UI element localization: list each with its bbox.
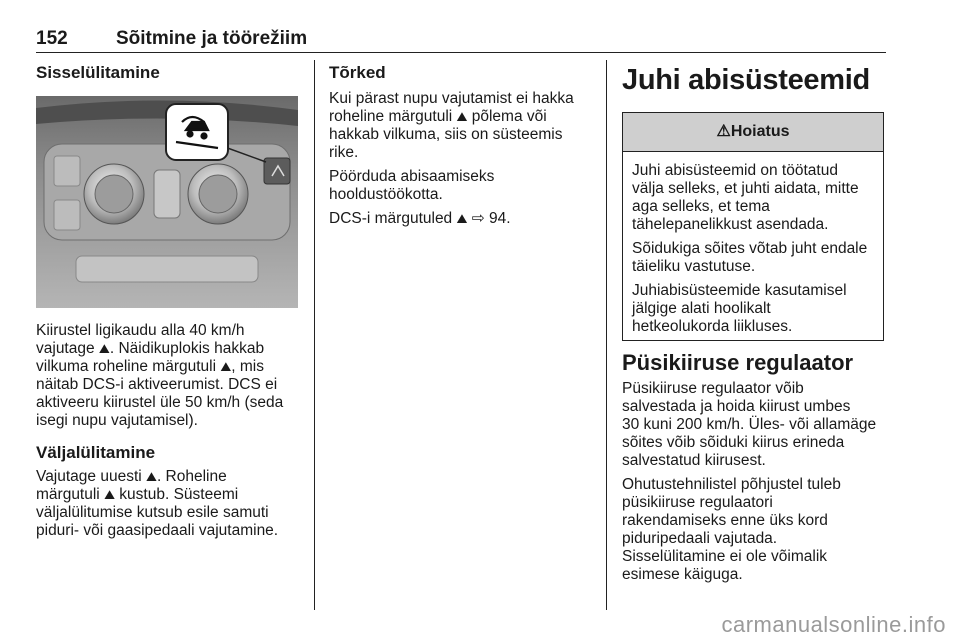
page-header [36,28,307,50]
section-title-driver-assistance: Juhi abisüsteemid [622,64,870,96]
reference-arrow-icon[interactable]: ⇨ [471,210,485,227]
left-column [36,64,306,90]
page-number: 152 [36,28,68,49]
header-rule [36,52,886,53]
section-heading-deactivation: Väljalülitamine [36,443,156,462]
section-heading-activation: Sisselülitamine [36,63,160,82]
cruise-paragraph-2: Ohutustehnilistel põhjustel tuleb püsikiiruse regulaatori rakendamiseks enne üks kord piduripedaali vajutada. Sisselülitamine ei ole võimalik esimese käiguga. [622,476,841,583]
warning-header [623,113,883,152]
page-reference-link[interactable]: 94. [484,210,511,227]
chapter-title: Sõitmine ja töörežiim [116,28,308,49]
descent-control-icon: ⛰ [104,487,115,502]
descent-control-icon: ⛰ [146,469,157,484]
watermark: carmanualsonline.info [721,612,946,637]
subsection-title-cruise-control: Püsikiiruse regulaator [622,350,854,375]
left-column-text [36,322,308,546]
indicator-reference-paragraph: DCS-i märgutuled ⛰ ⇨ 94. [329,210,511,227]
service-paragraph: Pöörduda abisaamiseks hooldustöökotta. [329,168,495,203]
descent-control-icon: ⛰ [456,109,468,124]
descent-control-icon: ⛰ [98,341,110,356]
deactivation-paragraph: Vajutage uuesti ⛰. Roheline märgutuli ⛰ kustub. Süsteemi väljalülitumise kutsub esile samuti piduri- või gaasipedaali vajutamine. [36,468,279,539]
cruise-control-text [622,380,894,590]
warning-body: Juhi abisüsteemid on töötatud välja selleks, et juhti aidata, mitte aga selleks, et tema tähelepanelikkust asendada. Sõidukiga sõites võtab juht endale täieliku vastutuse. Juhiabisüsteemide kasutamisel jälgige alati hoolikalt hetkeolukorda liikluses. [632,162,868,335]
dashboard-button-illustration [36,96,298,308]
cruise-paragraph-1: Püsikiiruse regulaator võib salvestada ja hoida kiirust umbes 30 kuni 200 km/h. Üles- või allamäge sõites võib sõiduki kiirus erineda salvestatud kiirusest. [622,380,877,469]
activation-paragraph: Kiirustel ligikaudu alla 40 km/h vajutage ⛰. Näidikuplokis hakkab vilkuma roheline märgutuli ⛰, mis näitab DCS-i aktiveerumist. DCS ei aktiveeru kiirustel üle 50 km/h (seda isegi nupu vajutamisel). [36,322,284,429]
section-heading-faults: Tõrked [329,63,386,82]
descent-control-icon: ⛰ [220,359,232,374]
faults-paragraph: Kui pärast nupu vajutamist ei hakka roheline märgutuli ⛰ põlema või hakkab vilkuma, siis on süsteemis rike. [329,90,574,161]
column-divider-1 [314,60,315,610]
warning-box [622,112,884,341]
column-divider-2 [606,60,607,610]
middle-column [329,64,599,234]
warning-label: Hoiatus [730,123,790,140]
warning-triangle-icon: ⚠ [716,123,731,140]
descent-control-icon: ⛰ [456,211,468,226]
